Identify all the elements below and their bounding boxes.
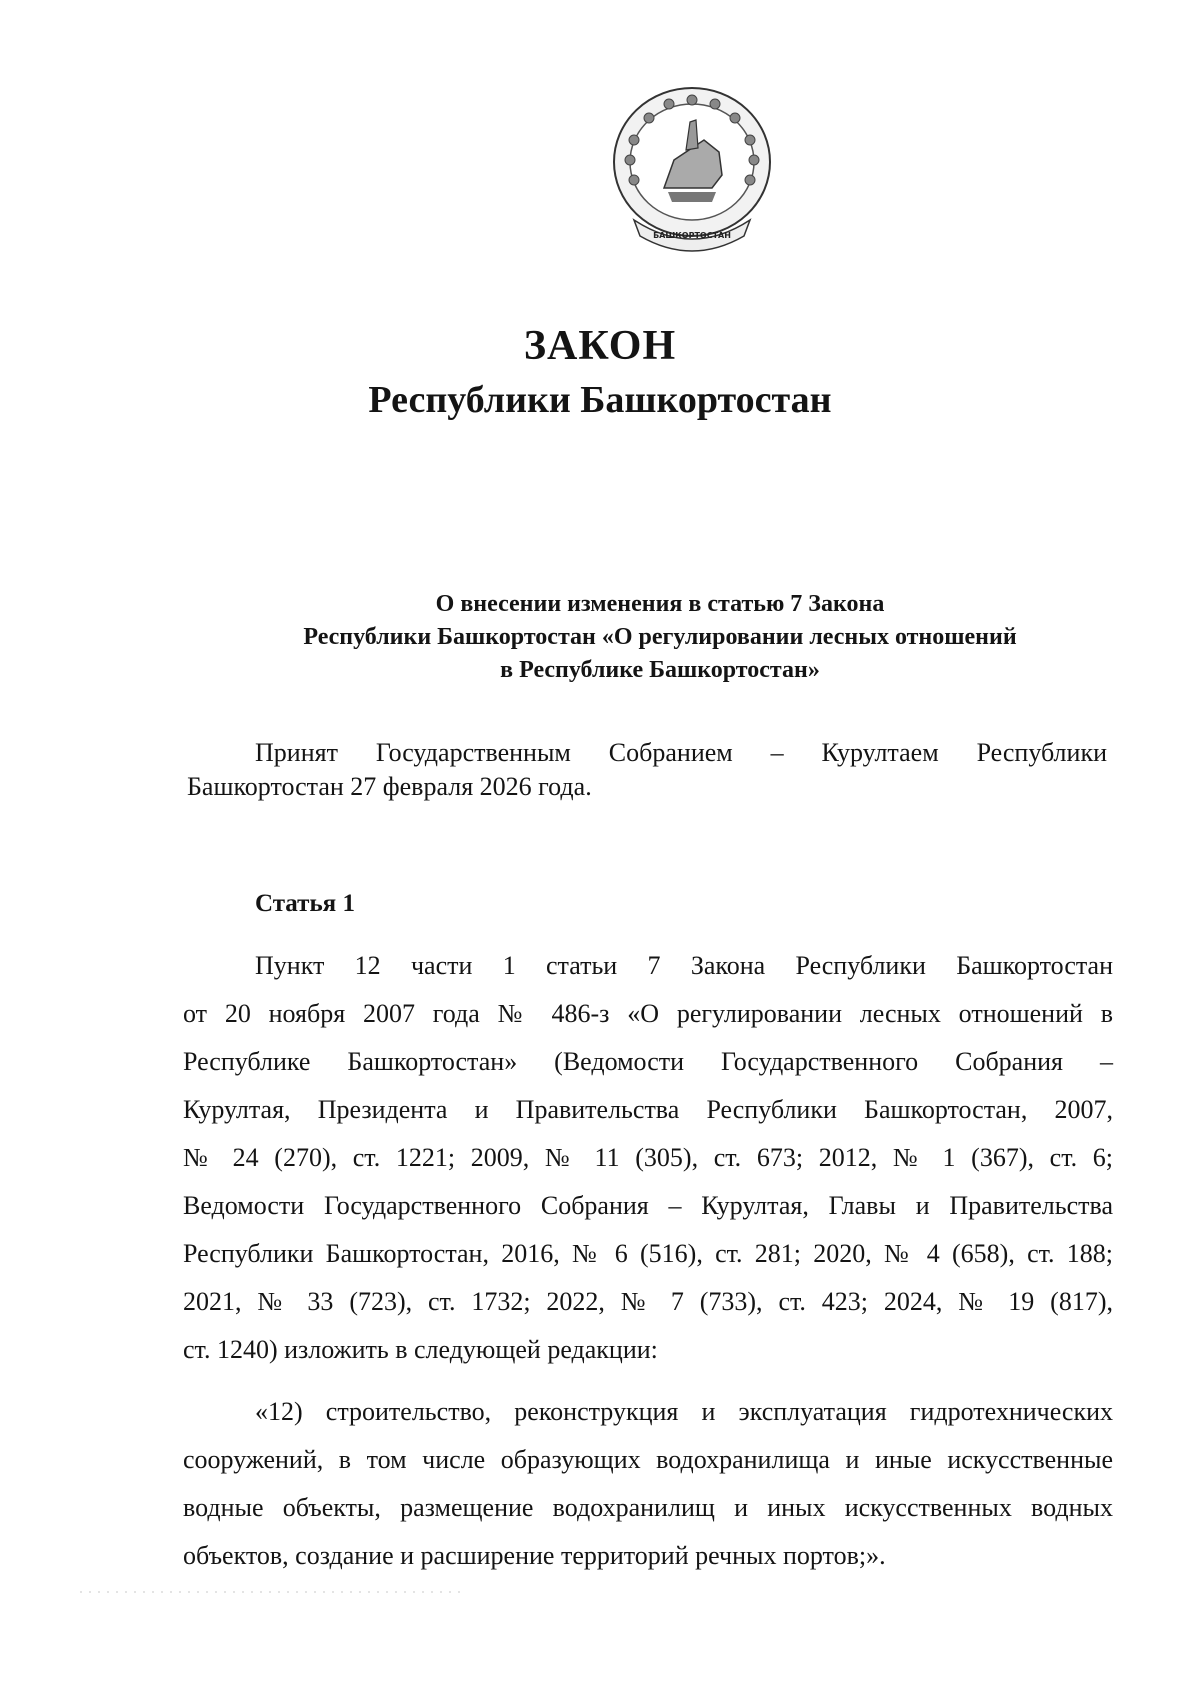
paragraph-line: объектов, создание и расширение территорий речных портов;». [183, 1541, 886, 1570]
subject-line: в Республике Башкортостан» [500, 657, 820, 683]
law-subtitle: Республики Башкортостан [368, 379, 832, 421]
paragraph-line: «12) строительство, реконструкция и эксплуатация гидротехнических [255, 1397, 1113, 1426]
paragraph-line: № 24 (270), ст. 1221; 2009, № 11 (305), ст. 673; 2012, № 1 (367), ст. 6; [183, 1143, 1113, 1172]
paragraph-line: водные объекты, размещение водохранилищ и иных искусственных водных [183, 1493, 1113, 1522]
adoption-note [187, 736, 1107, 804]
paragraph-line: 2021, № 33 (723), ст. 1732; 2022, № 7 (733), ст. 423; 2024, № 19 (817), [183, 1287, 1113, 1316]
paragraph-line: сооружений, в том числе образующих водохранилища и иные искусственные [183, 1445, 1113, 1474]
paragraph-line: ст. 1240) изложить в следующей редакции: [183, 1335, 658, 1364]
law-subject [160, 588, 1160, 687]
svg-text:БАШКОРТОСТАН: БАШКОРТОСТАН [653, 231, 731, 240]
paragraph-line: Курултая, Президента и Правительства Республики Башкортостан, 2007, [183, 1095, 1113, 1124]
subject-line: О внесении изменения в статью 7 Закона [435, 591, 885, 617]
paragraph-line: Республике Башкортостан» (Ведомости Государственного Собрания – [183, 1047, 1113, 1076]
adoption-line: Принят Государственным Собранием – Курултаем Республики [255, 738, 1107, 767]
bashkortostan-coat-of-arms-icon [594, 80, 790, 262]
article-title: Статья 1 [255, 890, 355, 917]
paragraph-line: Ведомости Государственного Собрания – Курултая, Главы и Правительства [183, 1191, 1113, 1220]
subject-line: Республики Башкортостан «О регулировании лесных отношений [303, 624, 1017, 650]
paragraph-line: от 20 ноября 2007 года № 486-з «О регулировании лесных отношений в [183, 999, 1113, 1028]
paragraph-line: Республики Башкортостан, 2016, № 6 (516), ст. 281; 2020, № 4 (658), ст. 188; [183, 1239, 1113, 1268]
paragraph-line: Пункт 12 части 1 статьи 7 Закона Республики Башкортостан [255, 951, 1113, 980]
article-body [183, 942, 1113, 1580]
law-title: ЗАКОН [523, 323, 677, 369]
scan-artifact [80, 1590, 460, 1594]
adoption-line: Башкортостан 27 февраля 2026 года. [187, 772, 592, 801]
